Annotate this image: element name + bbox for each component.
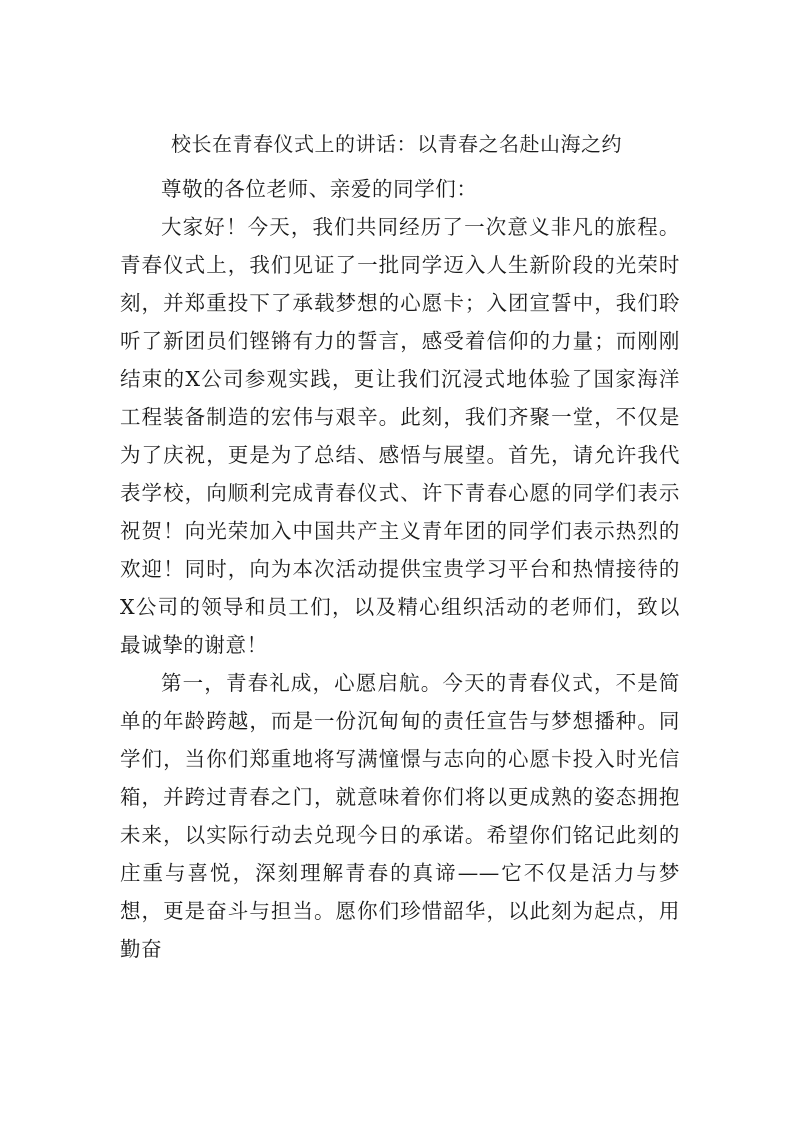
salutation: 尊敬的各位老师、亲爱的同学们：	[161, 177, 478, 201]
paragraph-2: 第一，青春礼成，心愿启航。今天的青春仪式，不是简单的年龄跨越，而是一份沉甸甸的责任宣告与梦想播种。同学们，当你们郑重地将写满憧憬与志向的心愿卡投入时光信箱，并跨过青春之门，就意味着你们将以更成熟的姿态拥抱未来，以实际行动去兑现今日的承诺。希望你们铭记此刻的庄重与喜悦，深刻理解青春的真谛——它不仅是活力与梦想，更是奋斗与担当。愿你们珍惜韶华，以此刻为起点，用勤奋	[120, 671, 680, 961]
paragraph-1: 大家好！今天，我们共同经历了一次意义非凡的旅程。青春仪式上，我们见证了一批同学迈入人生新阶段的光荣时刻，并郑重投下了承载梦想的心愿卡；入团宣誓中，我们聆听了新团员们铿锵有力的誓言，感受着信仰的力量；而刚刚结束的X公司参观实践，更让我们沉浸式地体验了国家海洋工程装备制造的宏伟与艰辛。此刻，我们齐聚一堂，不仅是为了庆祝，更是为了总结、感悟与展望。首先，请允许我代表学校，向顺利完成青春仪式、许下青春心愿的同学们表示祝贺！向光荣加入中国共产主义青年团的同学们表示热烈的欢迎！同时，向为本次活动提供宝贵学习平台和热情接待的X公司的领导和员工们，以及精心组织活动的老师们，致以最诚挚的谢意！	[120, 215, 680, 657]
document-title: 校长在青春仪式上的讲话：以青春之名赴山海之约	[171, 132, 622, 156]
document-body	[120, 170, 680, 968]
